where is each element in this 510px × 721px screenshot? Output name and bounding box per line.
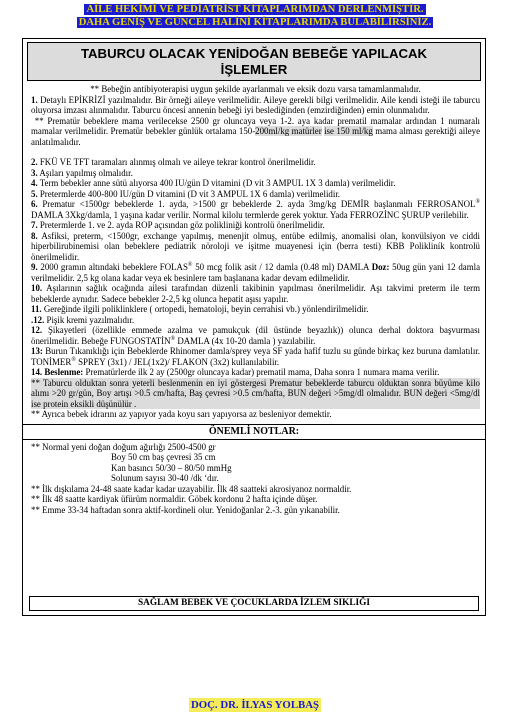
list-item: 8. Asfiksi, preterm, <1500gr, exchange yapılmış, menenjit olmuş, entübe edilmiş, anomalisi olan, konvülsiyon ve ciddi hiperbilirubinemisi olan bebeklere pediatrik nöroloji ve işitme muayenesi için (berra testi) KBB Polikliník kontrolü önerilmelidir.	[31, 230, 480, 262]
note-line: Boy 50 cm baş çevresi 35 cm	[111, 452, 216, 462]
intro-text: ** Bebeğin antibiyoterapisi uygun şekilde ayarlanmalı ve eksik dozu varsa tamamlanmalıdır.	[90, 84, 421, 94]
note-line: ** İlk dışkılama 24-48 saate kadar kadar uzayabilir. İlk 48 saatteki akrosiyanoz normaldir.	[31, 483, 352, 494]
list-item: 2. FKÜ VE TFT taramaları alınmış olmalı ve aileye tekrar kontrol önerilmelidir.	[31, 157, 316, 167]
note-line: ** İlk 48 saatte kardiyak üfürüm normaldir. Göbek kordonu 2 hafta içinde düşer.	[31, 494, 318, 504]
notes-heading: ÖNEMLİ NOTLAR:	[23, 424, 485, 440]
list-item: 4. Term bebekler anne sütü alıyorsa 400 IU/gün D vitamini (D vit 3 AMPUL 1X 3 damla) verilmelidir.	[31, 178, 396, 188]
note-line: ** Normal yeni doğan doğum ağırlığı 2500-4500 gr	[31, 441, 216, 452]
note-line: Kan basıncı 50/30 – 80/50 mmHg	[111, 462, 232, 473]
list-item: 5. Pretermlerde 400-800 IU/gün D vitamini (D vit 3 AMPUL 1X 6 damla) verilmelidir.	[31, 188, 341, 199]
title-line-1: TABURCU OLACAK YENİDOĞAN BEBEĞE YAPILACAK	[80, 46, 428, 61]
banner-line-2: DAHA GENİŞ VE GÜNCEL HALİNİ KİTAPLARIMDA BULABİLİRSİNİZ.	[78, 17, 432, 28]
list-item: 13: Burun Tıkanıklığı için Bebeklerde Rhinomer damla/sprey veya SF yada hafif tuzlu su günde birkaç kez buruna damlatılır. TONİMER® SPREY (3x1) / JEL(1x2)/ FLAKON (3x2) kullanılabilir.	[31, 346, 480, 367]
urine-note: ** Ayrıca bebek idrarını az yapıyor yada koyu sarı yapıyorsa az besleniyor demektir.	[31, 409, 332, 419]
banner-line-1: AİLE HEKİMİ VE PEDİATRİST KİTAPLARIMDAN DERLENMİŞTİR.	[86, 4, 424, 15]
list-item: 14. Beslenme: Prematürlerde ilk 2 ay (2500gr oluncaya kadar) prematil mama, Daha sonra 1 numara mama verilir.	[31, 367, 440, 377]
list-item: .12. Pişik kremi yazılmalıdır.	[31, 314, 135, 325]
highlight: 200ml/kg matürler	[255, 126, 322, 136]
note-line: Solunum sayısı 30-40 /dk ‘dır.	[111, 473, 219, 483]
note-line: ** Emme 33-34 haftadan sonra aktif-kordineli olur. Yenidoğanlar 2.-3. gün yıkanabilir.	[31, 504, 340, 515]
list-item: 9. 2000 gramın altındaki bebeklere FOLAS® 50 mcg folik asit / 12 damla (0.48 ml) DAMLA Doz: 50ug gün yani 12 damla verilmelidir. 2,5 kg olana kadar veya ek besinlere tam başlanana kadar devam edilmelidir.	[31, 262, 481, 283]
list-item: 3. Aşıları yapılmış olmalıdır.	[31, 167, 133, 178]
list-item: 1. Detaylı EPİKRİZİ yazılmalıdır. Bir örneği aileye verilmelidir. Aileye gerekli bilgi verilmelidir. Aile kendi isteği ile taburcu oluyorsa imzası alınmalıdır. Taburcu öncesi annenin bebeği iyi beslediğinden (emzirdiğinden) emin olunmalıdır.	[31, 94, 481, 115]
list-item: 11. Gereğinde ilgili poliklinklere ( ortopedi, hematoloji, beyin cerrahisi vb.) yönlendirilmelidir.	[31, 304, 369, 314]
list-item: 7. Pretermlerde 1. ve 2. ayda ROP açısından göz polikliniği kontrolü önerilmelidir.	[31, 220, 325, 230]
instructions-body	[23, 81, 485, 420]
title-line-2: İŞLEMLER	[220, 62, 288, 77]
list-item: 6. Prematur <1500gr bebeklerde 1. ayda, >1500 gr bebeklerde 2. ayda 3mg/kg DEMİR başlanmalı FERROSANOL® DAMLA 3Xkg/damla, 1 yaşına kadar verilir. Normal kilolu termlerde gerek yoktur. Yada FERROZİNC ŞURUP verilebilir.	[31, 199, 481, 220]
page-title	[27, 42, 481, 81]
discharge-note: ** Taburcu olduktan sonra yeterli beslenmenin en iyi göstergesi Prematur bebeklerde taburcu olduktan sonra büyüme kilo alımı >20 gr/gün, Boy artışı >0.5 cm/hafta, Baş çevresi >0.5 cm/hafta, BUN değeri >5mg/dl olmalıdır. BUN değeri <5mg/dl ise protein eksikli düşünülür .	[31, 377, 480, 409]
prematur-note: ** Prematür bebeklere mama verilecekse 2500 gr oluncaya veya 1-2. aya kadar prematil mamalar ardından 1 numaralı mamalar verilmelidir. Prematür bebekler günlük ortalama 150-200ml/kg matürler ise 150 ml/kg mama alması gerektiği aileye anlatılmalıdır.	[31, 115, 481, 147]
notes-section	[23, 440, 485, 516]
author-name: DOÇ. DR. İLYAS YOLBAŞ	[190, 699, 320, 711]
list-item: 10. Aşılarının sağlık ocağında ailesi tarafından düzenli takibinin yapılması önerilmelidir. Aşı takvimi preterm ile term bebeklerde aynıdır. Sadece bebekler 2-2,5 kg olunca hepatit aşısı yapılır.	[31, 283, 480, 304]
followup-heading: SAĞLAM BEBEK VE ÇOCUKLARDA İZLEM SIKLIĞI	[29, 596, 479, 611]
header-banner	[20, 3, 490, 29]
highlight: ise 150 ml/kg	[324, 126, 373, 136]
document-frame	[22, 38, 486, 616]
list-item: 12. Şikayetleri (özellikle emmede azalma ve pamukçuk (dil üstünde beyazlık)) olunca derhal doktora başvurması önerilmelidir. Bebeğe FUNGOSTATİN® DAMLA (4x 10-20 damla ) yazılabilir.	[31, 325, 480, 346]
